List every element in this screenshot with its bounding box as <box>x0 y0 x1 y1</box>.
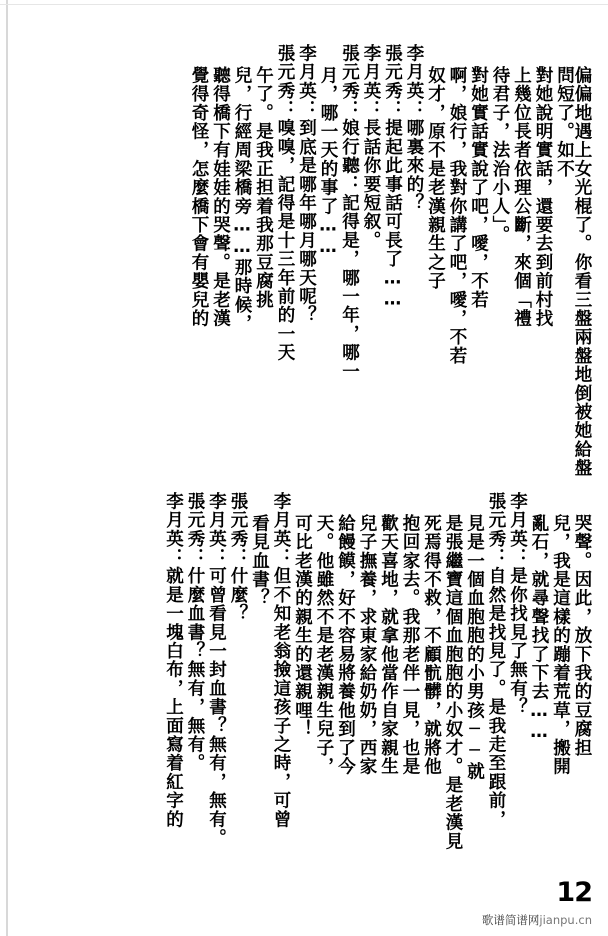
text-column: 兒子撫養，求東家給奶奶，西家 <box>357 514 377 776</box>
text-column: 月，哪一天的事了…… <box>318 66 338 258</box>
text-column: 啊，娘行，我對你講了吧，噯，不若 <box>447 66 467 366</box>
text-column: 哭聲。因此，放下我的豆腐担 <box>572 514 592 758</box>
text-column: 對她實話實說了吧，噯，不若 <box>468 66 489 310</box>
text-column: 李月英：可曾看見一封血書？無有，無有。 <box>206 492 227 848</box>
text-column: 對她說明實話，還要去到前村找 <box>533 66 553 328</box>
text-column: 張元秀：什麼？ <box>228 492 248 623</box>
text-column: 可比老漢的親生的還親哩！ <box>292 514 313 739</box>
text-column: 奴才，原不是老漢親生之子 <box>425 66 446 291</box>
text-column: 是張繼寶這個血胞胞的小奴才。是老漢見 <box>443 514 463 851</box>
text-block-top <box>18 22 592 478</box>
text-column: 李月英：到底是哪年哪月哪天呢？ <box>296 44 317 325</box>
text-column: 覺得奇怪，怎麼橋下會有嬰兒的 <box>189 66 209 328</box>
text-column: 李月英：長話你要短叙。 <box>361 44 381 250</box>
text-column: 抱回家去。我那老伴一見，也是 <box>400 514 420 776</box>
text-column: 李月英：哪裏來的？ <box>404 44 424 213</box>
scan-edge-left <box>6 0 8 936</box>
text-column: 給饅饃，好不容易將養他到了今 <box>335 514 356 776</box>
text-block-bottom <box>18 470 590 890</box>
text-column: 聽得橋下有娃娃的哭聲。是老漢 <box>210 66 231 328</box>
watermark <box>482 912 592 928</box>
text-column: 李月英：是你找見了無有？ <box>507 492 528 717</box>
scan-edge-top <box>0 4 608 5</box>
text-column: 死焉得不救，不顧骯髒，就將他 <box>421 514 442 776</box>
text-column: 兒，我是這樣的蹦着荒草，搬開 <box>550 514 571 776</box>
text-column: 上幾位長者依理公斷，來個「禮 <box>511 66 532 328</box>
text-column: 張元秀：什麼血書？無有，無有。 <box>185 492 205 773</box>
text-column: 天。他雖然不是老漢親生兒子， <box>314 514 334 776</box>
text-column: 李月英：但不知老翁撿這孩子之時，可曾 <box>271 492 291 829</box>
text-column: 張元秀：娘行聽：記得是，哪一年，哪一 <box>339 44 360 381</box>
text-column: 李月英：就是一塊白布，上面寫着紅字的 <box>163 492 184 829</box>
text-column: 張元秀：自然是找見了。是我走至跟前， <box>486 492 506 829</box>
text-column: 午了。是我正担着我那豆腐挑 <box>253 66 274 310</box>
text-column: 看見血書？ <box>249 514 270 608</box>
watermark-site-name: 歌谱简谱网 <box>481 913 540 927</box>
text-column: 張元秀：提起此事話可長了…… <box>382 44 403 311</box>
text-column: 兒，行經周梁橋旁……那時候， <box>232 66 252 333</box>
text-column: 偏偏地遇上女光棍了。你看三盤兩盤地倒被她給盤問短了。如不 <box>554 66 592 478</box>
text-column: 歡天喜地，就拿他當作自家親生 <box>378 514 399 776</box>
text-column: 待君子，法治小人」。 <box>490 66 510 245</box>
text-column: 見是一個血胞胞的小男孩──就 <box>464 514 485 781</box>
page-number: 12 <box>556 877 592 908</box>
text-column: 亂石，就尋聲找了下去…… <box>529 514 549 744</box>
text-column: 張元秀：嗅嗅，記得是十三年前的一天 <box>275 44 295 362</box>
watermark-url: jianpu.cn <box>539 913 592 927</box>
